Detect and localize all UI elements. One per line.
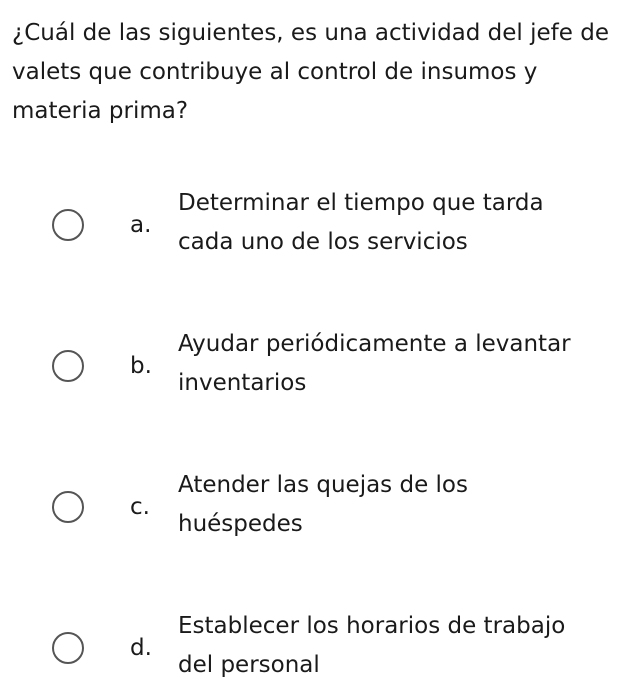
option-b[interactable] [0,323,635,413]
option-label-b: Ayudar periódicamente a levantar inventarios [178,331,571,396]
option-letter-a: a. [130,212,152,238]
radio-button-c[interactable] [52,491,84,523]
option-label-a: Determinar el tiempo que tarda cada uno de los servicios [178,190,544,255]
radio-button-b[interactable] [52,350,84,382]
option-label-d: Establecer los horarios de trabajo del personal [178,613,566,678]
option-c[interactable] [0,464,635,554]
option-letter-b: b. [130,353,152,379]
radio-button-d[interactable] [52,632,84,664]
question-text: ¿Cuál de las siguientes, es una actividad del jefe de valets que contribuye al control de insumos y materia prima? [12,20,609,124]
option-d[interactable] [0,605,635,695]
option-a[interactable] [0,182,635,272]
option-label-c: Atender las quejas de los huéspedes [178,472,468,537]
option-letter-d: d. [130,635,152,661]
option-letter-c: c. [130,494,150,520]
radio-button-a[interactable] [52,209,84,241]
